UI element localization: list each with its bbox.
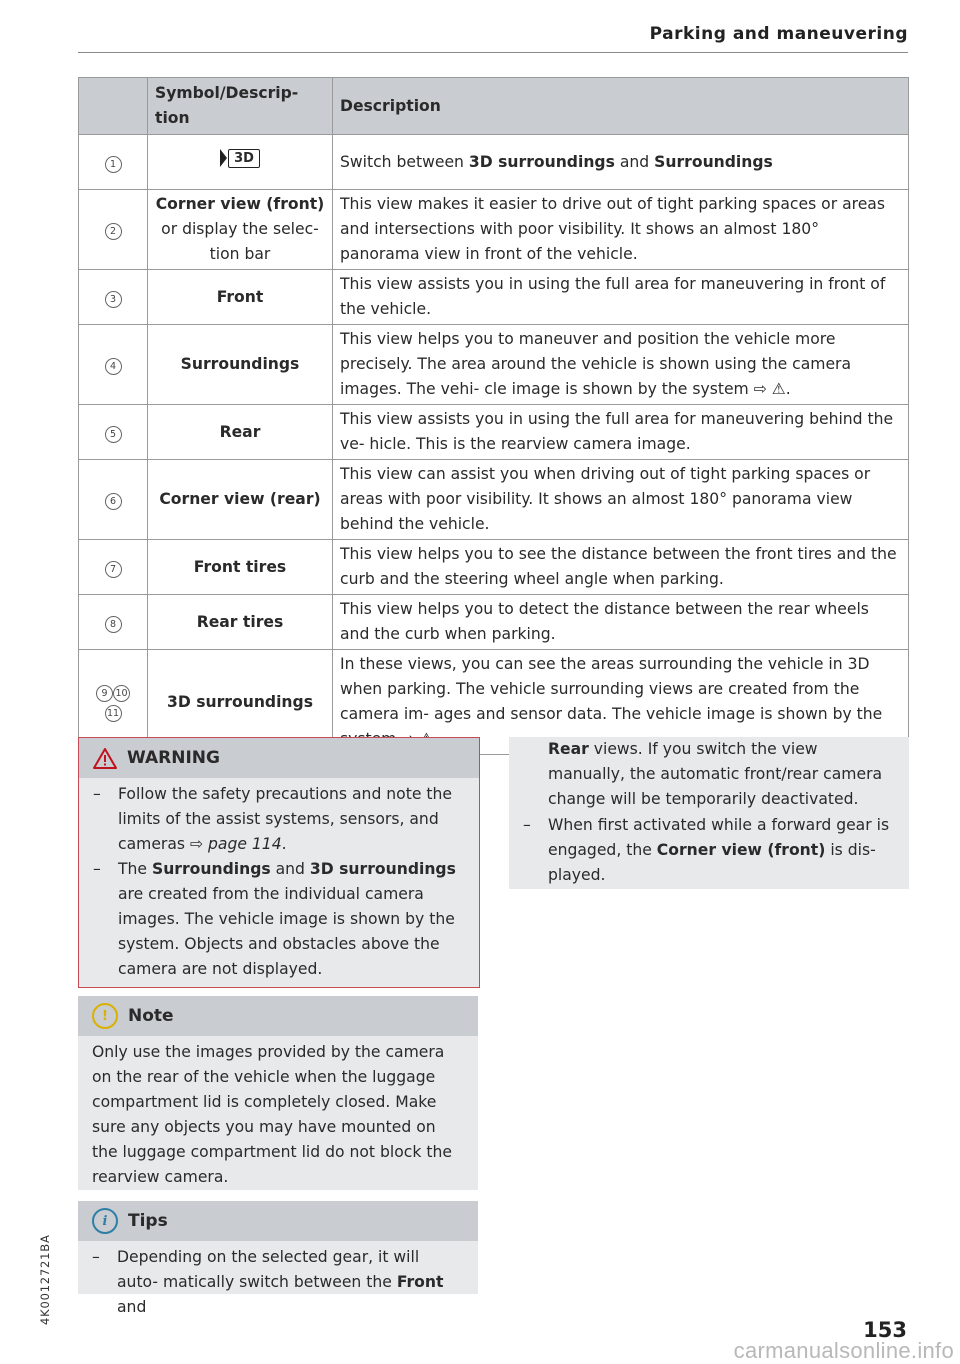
row-description: This view assists you in using the full area for maneuvering behind the ve- hicle. This is the rearview camera image. (333, 405, 909, 460)
warning-header (79, 738, 479, 778)
row-description: This view helps you to see the distance between the front tires and the curb and the steering wheel angle when parking. (333, 540, 909, 595)
document-code: 4K0012721BA (38, 1234, 52, 1325)
3d-button-icon: 3D (220, 149, 260, 168)
table-row (79, 325, 909, 405)
row-symbol: 3D surroundings (148, 650, 333, 755)
page-header (78, 24, 908, 53)
row-symbol: Corner view (front) (155, 195, 325, 213)
table-row (79, 190, 909, 270)
note-box (78, 996, 478, 1190)
page-number: 153 (863, 1318, 907, 1342)
list-item: – Follow the safety precautions and note the limits of the assist systems, sensors, and cameras ⇨ page 114. (93, 785, 452, 853)
row-description: In these views, you can see the areas surrounding the vehicle in 3D when parking. The vehicle surrounding views are created from the camera im- ages and sensor data. The vehicle image is shown by the (333, 650, 909, 755)
callout-number: 11 (105, 705, 122, 722)
tips-box (78, 1201, 478, 1316)
row-description: This view helps you to maneuver and position the vehicle more precisely. The area around the vehicle is shown using the camera images. The vehi- cle image is shown by the system ⇨ ⚠. (333, 325, 909, 405)
table-header-row (79, 78, 909, 135)
warning-triangle-icon (93, 748, 117, 769)
row-symbol: Front (148, 270, 333, 325)
header-symbol: Symbol/Descrip- tion (148, 78, 333, 135)
row-description: This view can assist you when driving out of tight parking spaces or areas with poor visibility. It shows an almost 180° panorama view behind the vehicle. (333, 460, 909, 540)
warning-box (78, 737, 480, 988)
callout-number: 1 (105, 156, 122, 173)
row-symbol: Corner view (rear) (148, 460, 333, 540)
table-row (79, 460, 909, 540)
row-symbol: Rear tires (148, 595, 333, 650)
callout-number: 7 (105, 561, 122, 578)
callout-number: 2 (105, 223, 122, 240)
tips-title: Tips (128, 1210, 168, 1231)
row-symbol: Surroundings (148, 325, 333, 405)
callout-number: 10 (113, 685, 130, 702)
note-text: Only use the images provided by the camera on the rear of the vehicle when the luggage compartment lid is completely closed. Make sure any objects you may have mounted on the luggage compartment lid do not block the rearview camera. (92, 1043, 452, 1186)
table-row (79, 540, 909, 595)
callout-number: 3 (105, 291, 122, 308)
section-title: Parking and maneuvering (649, 24, 908, 44)
tips-continued-box (509, 737, 909, 889)
row-symbol: Rear (148, 405, 333, 460)
list-item: – The Surroundings and 3D surroundings are created from the individual camera images. The vehicle image is shown by the system. Objects and obstacles above the camera are not displayed. (93, 860, 456, 978)
note-title: Note (128, 1005, 174, 1026)
list-item: – Depending on the selected gear, it will auto- matically switch between the Front and (92, 1248, 444, 1316)
views-table (78, 77, 909, 755)
callout-number: 6 (105, 493, 122, 510)
header-num (79, 78, 148, 135)
info-circle-icon: i (92, 1208, 118, 1234)
table-row (79, 405, 909, 460)
callout-number: 4 (105, 358, 122, 375)
list-item-continued: Rear views. If you switch the view manually, the automatic front/rear camera change will be temporarily deactivated. (548, 740, 883, 808)
callout-number: 9 (96, 685, 113, 702)
row-description: Switch between 3D surroundings and Surroundings (333, 135, 909, 190)
warning-title: WARNING (127, 747, 220, 768)
table-row (79, 135, 909, 190)
table-row (79, 595, 909, 650)
note-header (78, 996, 478, 1036)
row-description: This view assists you in using the full area for maneuvering in front of the vehicle. (333, 270, 909, 325)
tips-header (78, 1201, 478, 1241)
header-description: Description (333, 78, 909, 135)
watermark: carmanualsonline.info (733, 1338, 954, 1363)
callout-number: 5 (105, 426, 122, 443)
row-description: This view makes it easier to drive out of tight parking spaces or areas and intersections with poor visibility. It shows an almost 180° panorama view in front of the vehicle. (333, 190, 909, 270)
list-item: – When first activated while a forward gear is engaged, the Corner view (front) is dis- played. (523, 816, 890, 884)
exclamation-circle-icon: ! (92, 1003, 118, 1029)
callout-number: 8 (105, 616, 122, 633)
row-symbol-extra: or display the selec- tion bar (161, 220, 319, 263)
row-symbol: Front tires (148, 540, 333, 595)
row-description: This view helps you to detect the distance between the rear wheels and the curb when parking. (333, 595, 909, 650)
table-row (79, 270, 909, 325)
